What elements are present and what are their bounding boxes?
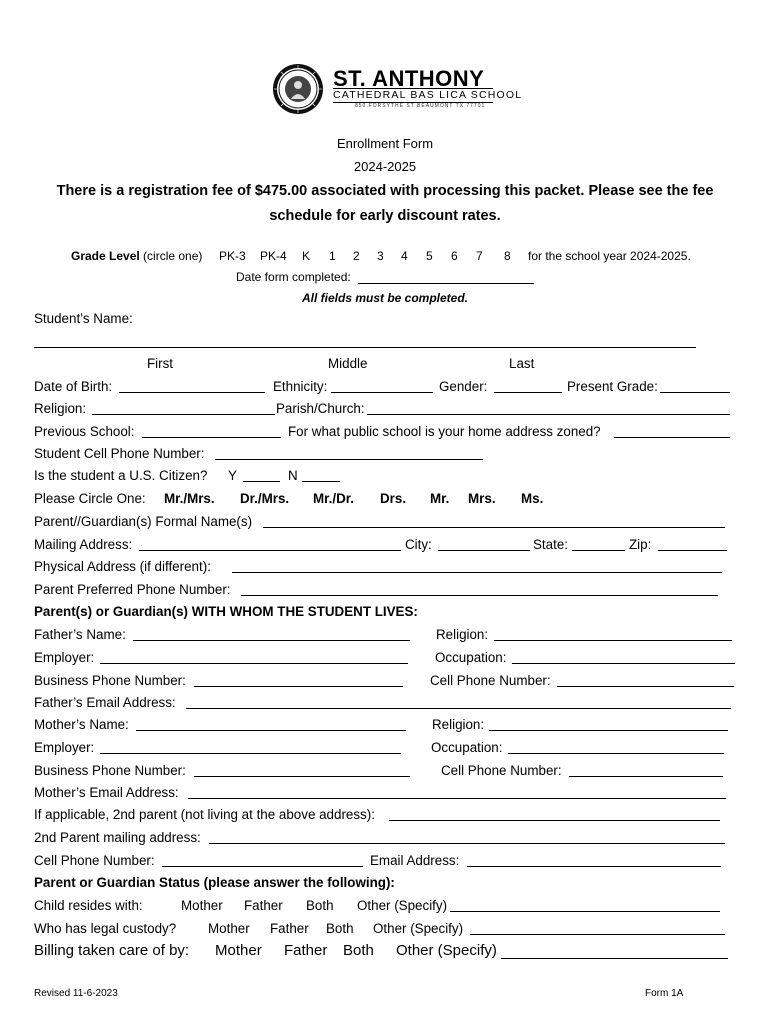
second-cell-field[interactable] [162,866,363,867]
billing-other-field[interactable] [501,958,728,959]
title-option[interactable]: Drs. [380,491,407,506]
billing-mother-option[interactable]: Mother [215,942,262,959]
formal-names-label: Parent//Guardian(s) Formal Name(s) [34,514,253,529]
middle-name-caption: Middle [328,356,368,371]
second-mailing-label: 2nd Parent mailing address: [34,830,201,845]
resides-other-field[interactable] [450,911,720,912]
billing-label: Billing taken care of by: [34,942,190,959]
city-label: City: [405,537,432,552]
resides-father-option[interactable]: Father [244,898,283,913]
grade-option[interactable]: 7 [476,249,483,263]
religion-label: Religion: [34,401,87,416]
parent-phone-label: Parent Preferred Phone Number: [34,582,231,597]
student-name-field[interactable] [34,347,696,348]
status-heading: Parent or Guardian Status (please answer the following): [34,875,395,890]
mother-name-label: Mother’s Name: [34,717,129,732]
custody-other-option[interactable]: Other (Specify) [373,921,464,936]
zoned-school-label: For what public school is your home address zoned? [288,424,601,439]
custody-father-option[interactable]: Father [270,921,309,936]
title-option[interactable]: Mr./Mrs. [164,491,215,506]
state-field[interactable] [572,550,625,551]
citizen-label: Is the student a U.S. Citizen? [34,468,208,483]
first-name-caption: First [147,356,174,371]
second-email-field[interactable] [467,866,721,867]
gender-label: Gender: [439,379,488,394]
grade-level-hint: (circle one) [143,249,203,263]
mother-occupation-label: Occupation: [431,740,503,755]
present-grade-field[interactable] [660,392,730,393]
physical-address-field[interactable] [232,572,722,573]
mother-occupation-field[interactable] [508,753,724,754]
state-label: State: [533,537,568,552]
revised-date: Revised 11-6-2023 [34,988,118,999]
citizen-no-label: N [288,468,298,483]
previous-school-field[interactable] [142,437,281,438]
form-year: 2024-2025 [353,159,417,174]
father-religion-field[interactable] [494,640,732,641]
father-cell-field[interactable] [557,686,734,687]
grade-option[interactable]: PK-3 [219,249,246,263]
mother-email-label: Mother’s Email Address: [34,785,179,800]
second-parent-label: If applicable, 2nd parent (not living at the above address): [34,807,375,822]
date-completed-field[interactable] [358,283,534,284]
citizen-yes-label: Y [228,468,237,483]
grade-option[interactable]: K [302,249,311,263]
custody-label: Who has legal custody? [34,921,177,936]
parents-heading: Parent(s) or Guardian(s) WITH WHOM THE STUDENT LIVES: [34,604,418,619]
parish-label: Parish/Church: [276,401,365,416]
mother-name-field[interactable] [136,730,406,731]
mother-cell-field[interactable] [569,776,723,777]
grade-option[interactable]: 6 [451,249,458,263]
grade-option[interactable]: 8 [504,249,511,263]
title-option[interactable]: Mr. [430,491,450,506]
resides-other-option[interactable]: Other (Specify) [357,898,448,913]
mother-religion-label: Religion: [432,717,485,732]
mother-business-phone-label: Business Phone Number: [34,763,186,778]
grade-option[interactable]: 5 [426,249,433,263]
parent-phone-field[interactable] [241,595,718,596]
father-business-phone-label: Business Phone Number: [34,673,186,688]
mother-employer-field[interactable] [100,753,401,754]
grade-option[interactable]: PK-4 [260,249,287,263]
physical-address-label: Physical Address (if different): [34,559,211,574]
father-religion-label: Religion: [436,627,489,642]
second-email-label: Email Address: [370,853,460,868]
fee-notice-line1: There is a registration fee of $475.00 associated with processing this packet. Please see the fee [56,183,714,199]
circle-one-label: Please Circle One: [34,491,146,506]
school-year-note: for the school year 2024-2025. [528,249,691,263]
grade-option[interactable]: 1 [329,249,336,263]
parish-field[interactable] [367,414,730,415]
custody-other-field[interactable] [470,934,725,935]
father-name-label: Father’s Name: [34,627,126,642]
custody-both-option[interactable]: Both [326,921,354,936]
form-id: Form 1A [645,988,684,999]
second-cell-label: Cell Phone Number: [34,853,155,868]
resides-label: Child resides with: [34,898,143,913]
grade-option[interactable]: 2 [353,249,360,263]
father-name-field[interactable] [133,640,410,641]
father-occupation-label: Occupation: [435,650,507,665]
second-parent-field[interactable] [389,820,720,821]
ethnicity-label: Ethnicity: [273,379,328,394]
religion-field[interactable] [92,414,275,415]
fee-notice-line2: schedule for early discount rates. [269,208,501,224]
father-cell-label: Cell Phone Number: [430,673,551,688]
school-subtitle: CATHEDRAL BAS LICA SCHOOL [333,89,523,101]
dob-field[interactable] [119,392,265,393]
title-option[interactable]: Mr./Dr. [313,491,354,506]
student-cell-field[interactable] [215,459,483,460]
resides-mother-option[interactable]: Mother [181,898,223,913]
title-option[interactable]: Mrs. [468,491,496,506]
mother-email-field[interactable] [188,798,726,799]
second-mailing-field[interactable] [209,843,725,844]
formal-names-field[interactable] [263,527,725,528]
billing-other-option[interactable]: Other (Specify) [396,942,497,959]
title-option[interactable]: Dr./Mrs. [240,491,290,506]
grade-option[interactable]: 4 [401,249,408,263]
dob-label: Date of Birth: [34,379,113,394]
gender-field[interactable] [494,392,562,393]
zip-field[interactable] [658,550,727,551]
school-name: ST. ANTHONY [333,66,485,91]
mother-religion-field[interactable] [489,730,728,731]
city-field[interactable] [438,550,530,551]
citizen-yes-field[interactable] [243,481,280,482]
citizen-no-field[interactable] [302,481,340,482]
zip-label: Zip: [629,537,652,552]
mailing-address-field[interactable] [139,550,401,551]
school-address: 850 FORSYTHE ST BEAUMONT TX 77701 [355,103,486,109]
father-email-label: Father’s Email Address: [34,695,176,710]
last-name-caption: Last [509,356,535,371]
grade-level-label: Grade Level [71,249,140,263]
title-option[interactable]: Ms. [521,491,544,506]
school-seal-logo [272,63,324,115]
present-grade-label: Present Grade: [567,379,658,394]
father-business-phone-field[interactable] [194,686,403,687]
form-title: Enrollment Form [336,136,434,151]
previous-school-label: Previous School: [34,424,135,439]
required-note: All fields must be completed. [301,291,469,305]
zoned-school-field[interactable] [614,437,730,438]
father-employer-field[interactable] [100,663,408,664]
ethnicity-field[interactable] [331,392,433,393]
father-email-field[interactable] [186,708,731,709]
billing-father-option[interactable]: Father [284,942,328,959]
billing-both-option[interactable]: Both [343,942,374,959]
grade-option[interactable]: 3 [377,249,384,263]
mother-cell-label: Cell Phone Number: [441,763,562,778]
date-completed-label: Date form completed: [236,270,351,284]
resides-both-option[interactable]: Both [306,898,334,913]
father-occupation-field[interactable] [512,663,735,664]
student-cell-label: Student Cell Phone Number: [34,446,205,461]
student-name-label: Student’s Name: [34,311,133,326]
mother-business-phone-field[interactable] [194,776,410,777]
custody-mother-option[interactable]: Mother [208,921,250,936]
grade-level-row [71,249,202,263]
mother-employer-label: Employer: [34,740,95,755]
father-employer-label: Employer: [34,650,95,665]
mailing-address-label: Mailing Address: [34,537,133,552]
